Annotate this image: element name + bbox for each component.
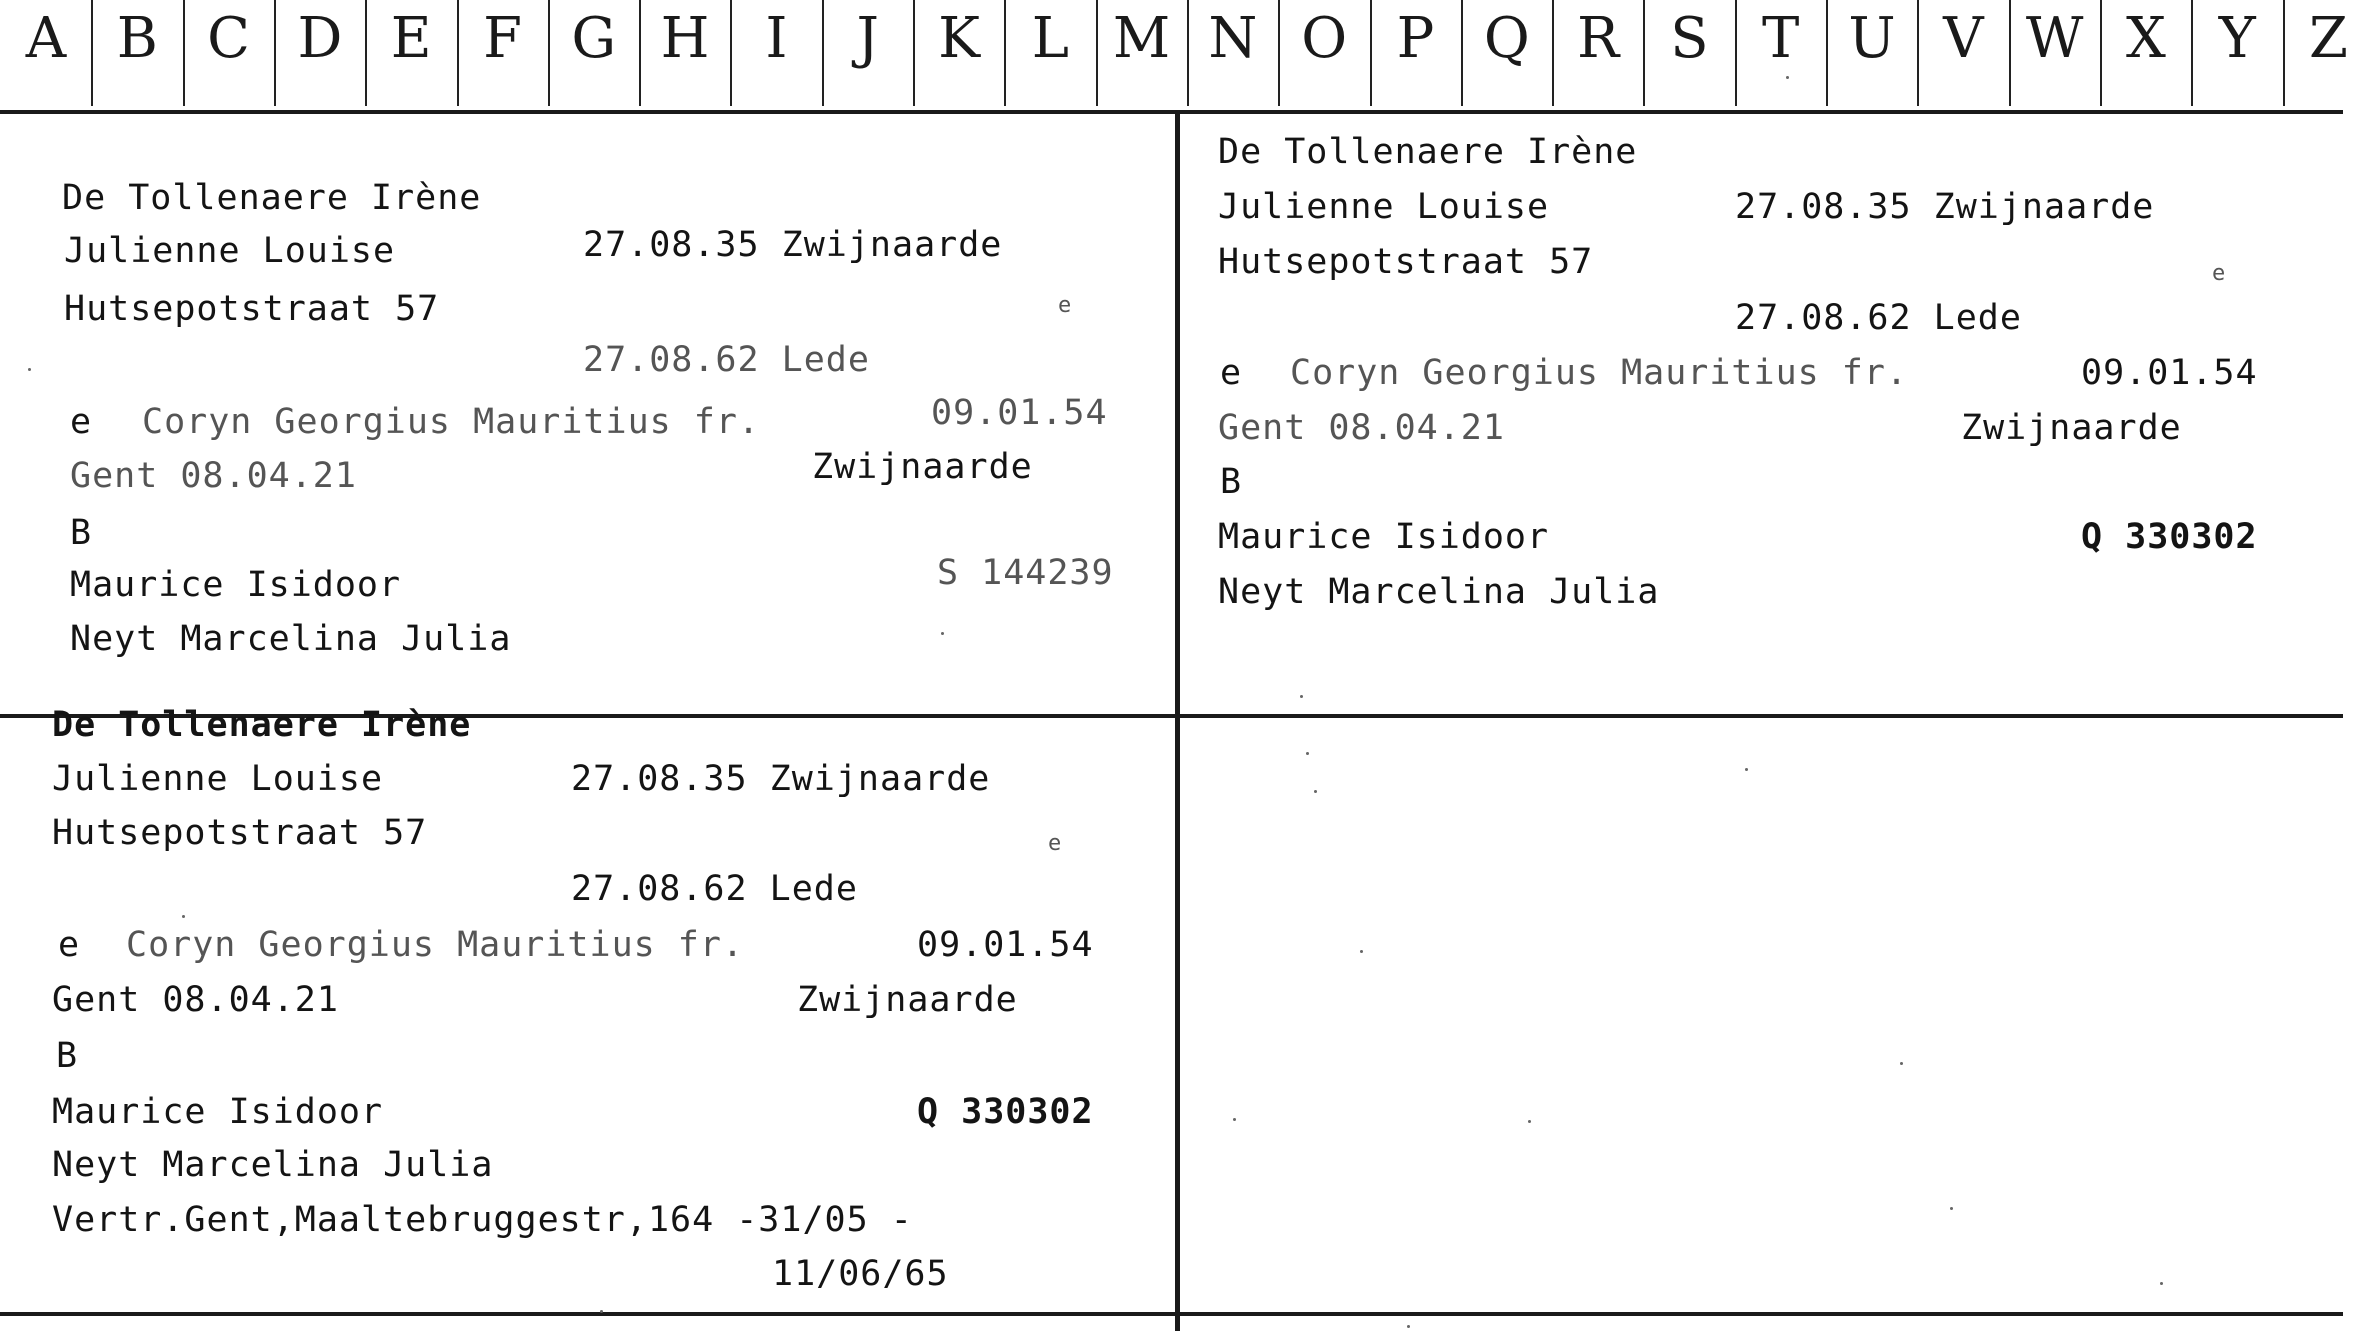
card-code: B (1220, 462, 1243, 502)
card-spouse-date: 09.01.54 (917, 925, 1094, 965)
index-letter-u: U (1848, 5, 1896, 71)
card-address: Hutsepotstraat 57 (1218, 242, 1594, 282)
card-ref: Q 330302 (2081, 517, 2258, 557)
index-separator (2191, 0, 2193, 106)
index-separator (1552, 0, 1554, 106)
card-spouse: Coryn Georgius Mauritius fr. (1290, 353, 1909, 393)
index-letter-t: T (1762, 5, 1800, 71)
card-spouse-prefix: e (70, 402, 93, 442)
card-spouse-prefix: e (1220, 353, 1243, 393)
card-father: Maurice Isidoor (52, 1092, 384, 1132)
index-letter-c: C (207, 5, 251, 71)
card-name: De Tollenaere Irène (52, 705, 472, 745)
card-mother: Neyt Marcelina Julia (52, 1145, 494, 1185)
card-spouse-birth: Gent 08.04.21 (70, 456, 357, 496)
index-separator (822, 0, 824, 106)
card-father: Maurice Isidoor (1218, 517, 1550, 557)
index-separator (183, 0, 185, 106)
index-separator (91, 0, 93, 106)
index-separator (274, 0, 276, 106)
card-spouse: Coryn Georgius Mauritius fr. (126, 925, 745, 965)
card-marriage: 27.08.62 Lede (1735, 298, 2022, 338)
card-given-names: Julienne Louise (1218, 187, 1550, 227)
alphabet-index (0, 0, 2348, 112)
index-separator (1917, 0, 1919, 106)
index-letter-z: Z (2309, 5, 2348, 71)
index-separator (1735, 0, 1737, 106)
index-letter-y: Y (2218, 5, 2256, 71)
card-given-names: Julienne Louise (64, 231, 396, 271)
index-letter-e: E (390, 5, 432, 71)
index-letter-f: F (483, 5, 522, 71)
card-marriage: 27.08.62 Lede (583, 340, 870, 380)
index-separator (2009, 0, 2011, 106)
card-mark: e (2212, 261, 2227, 286)
index-letter-m: M (1112, 5, 1171, 71)
card-removal-year: 11/06/65 (772, 1254, 949, 1294)
index-separator (1278, 0, 1280, 106)
card-birth: 27.08.35 Zwijnaarde (571, 759, 991, 799)
card-mother: Neyt Marcelina Julia (1218, 572, 1660, 612)
card-code: B (70, 513, 93, 553)
card-marriage: 27.08.62 Lede (571, 869, 858, 909)
index-bottom-rule (0, 110, 2343, 114)
index-separator (1643, 0, 1645, 106)
index-letter-v: V (1943, 5, 1984, 71)
index-separator (1187, 0, 1189, 106)
index-separator (1096, 0, 1098, 106)
index-separator (1461, 0, 1463, 106)
card-birth: 27.08.35 Zwijnaarde (583, 225, 1003, 265)
index-letter-n: N (1208, 5, 1258, 71)
index-letter-l: L (1031, 5, 1069, 71)
card-birth: 27.08.35 Zwijnaarde (1735, 187, 2155, 227)
index-separator (548, 0, 550, 106)
card-name: De Tollenaere Irène (1218, 132, 1638, 172)
card-father: Maurice Isidoor (70, 565, 402, 605)
index-letter-g: G (571, 5, 617, 71)
index-separator (639, 0, 641, 106)
card-ref: S 144239 (937, 553, 1114, 593)
index-letter-b: B (116, 5, 158, 71)
index-separator (730, 0, 732, 106)
index-separator (2100, 0, 2102, 106)
card-ref: Q 330302 (917, 1092, 1094, 1132)
index-letter-o: O (1301, 5, 1348, 71)
index-letter-q: Q (1483, 5, 1530, 71)
card-address: Hutsepotstraat 57 (52, 813, 428, 853)
index-separator (913, 0, 915, 106)
card-spouse-date: 09.01.54 (2081, 353, 2258, 393)
index-separator (1370, 0, 1372, 106)
card-mark: e (1048, 831, 1063, 856)
card-spouse-prefix: e (58, 925, 81, 965)
card-address: Hutsepotstraat 57 (64, 289, 440, 329)
index-letter-d: D (297, 5, 343, 71)
card-spouse-place: Zwijnaarde (1961, 408, 2182, 448)
card-mark: e (1058, 293, 1073, 318)
index-letter-r: R (1577, 5, 1620, 71)
center-divider (1175, 112, 1180, 1331)
index-letter-k: K (938, 5, 980, 71)
card-mother: Neyt Marcelina Julia (70, 619, 512, 659)
index-letter-h: H (660, 5, 710, 71)
index-separator (457, 0, 459, 106)
index-separator (1004, 0, 1006, 106)
card-spouse-birth: Gent 08.04.21 (1218, 408, 1505, 448)
index-separator (1826, 0, 1828, 106)
index-letter-a: A (25, 5, 67, 71)
index-letter-p: P (1396, 5, 1435, 71)
card-code: B (56, 1036, 79, 1076)
index-separator (2283, 0, 2285, 106)
card-spouse-place: Zwijnaarde (797, 980, 1018, 1020)
index-letter-i: I (765, 5, 788, 71)
card-spouse-birth: Gent 08.04.21 (52, 980, 339, 1020)
card-given-names: Julienne Louise (52, 759, 384, 799)
card-removal: Vertr.Gent,Maaltebruggestr,164 -31/05 - (52, 1200, 913, 1240)
index-letter-w: W (2025, 5, 2084, 71)
index-letter-s: S (1670, 5, 1709, 71)
index-separator (365, 0, 367, 106)
card-name: De Tollenaere Irène (62, 178, 482, 218)
index-letter-j: J (856, 5, 879, 71)
card-spouse-place: Zwijnaarde (812, 447, 1033, 487)
card-spouse: Coryn Georgius Mauritius fr. (142, 402, 761, 442)
index-letter-x: X (2125, 5, 2166, 71)
bottom-rule (0, 1312, 2343, 1316)
card-spouse-date: 09.01.54 (931, 393, 1108, 433)
